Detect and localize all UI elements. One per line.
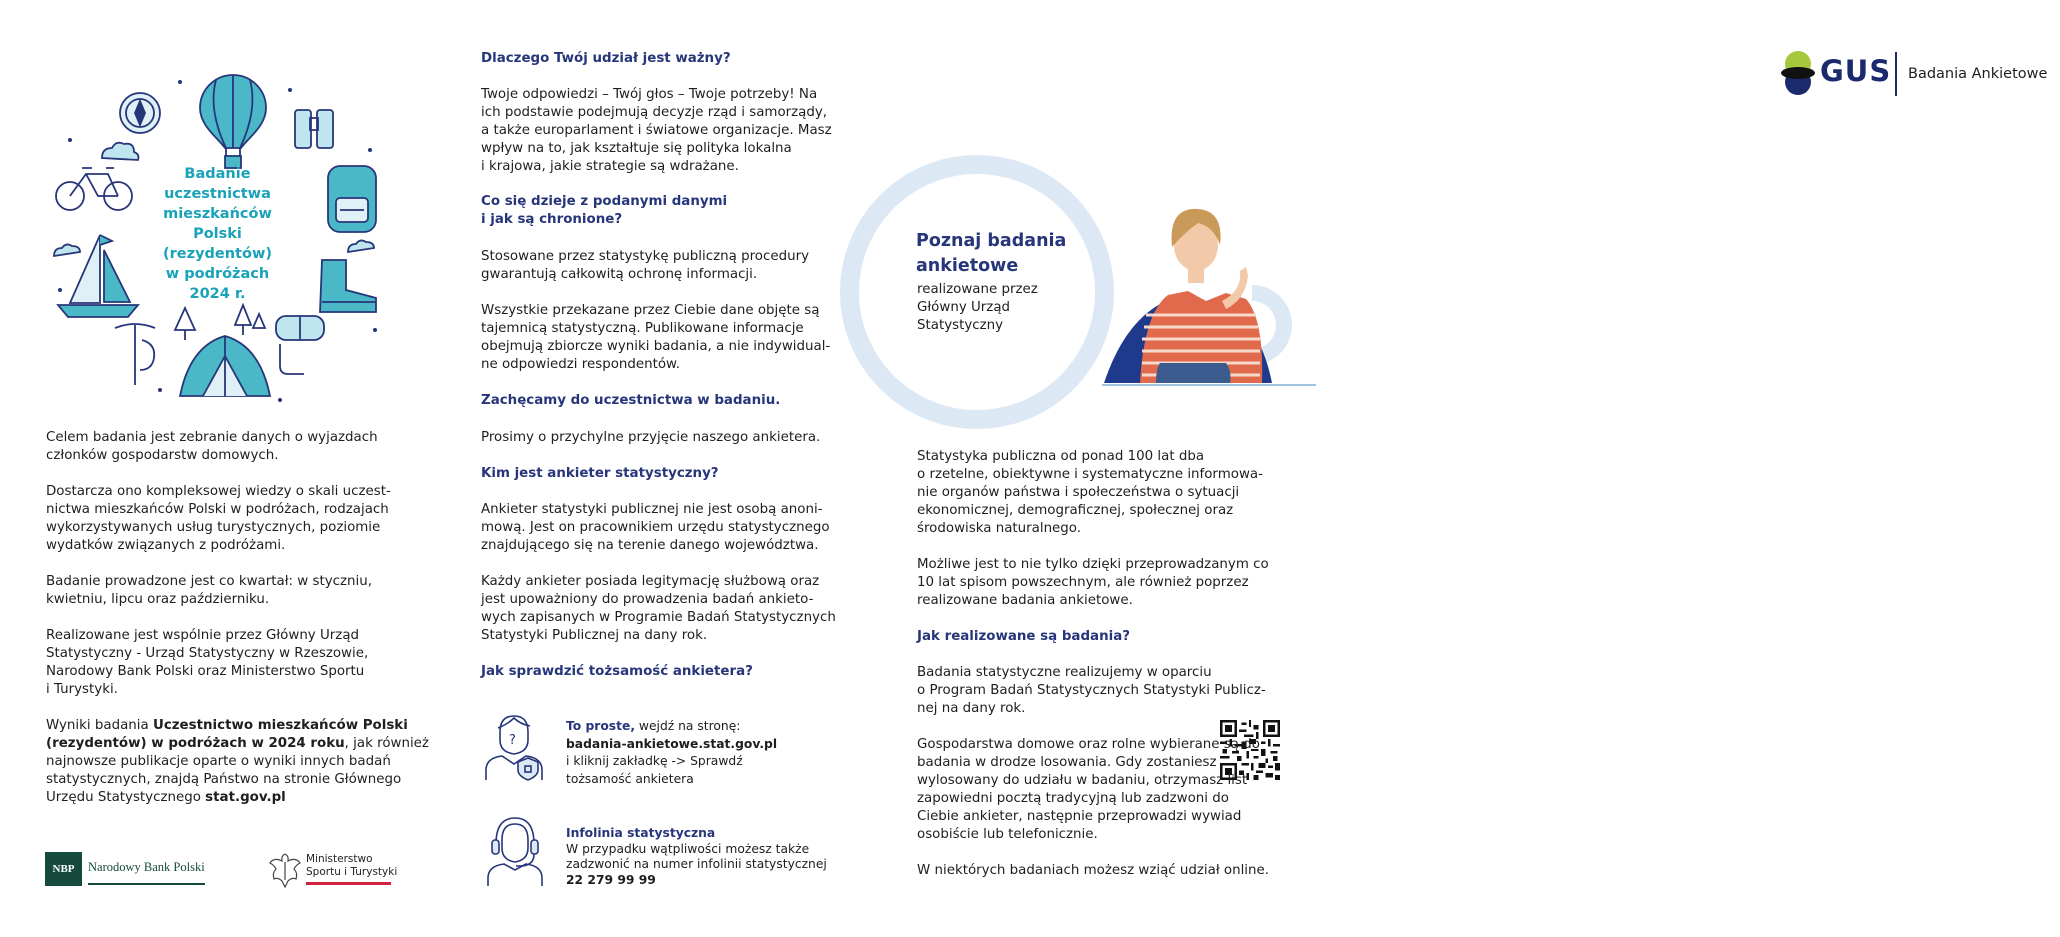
text-line: statystycznych, znajdą Państwo na stronie Głównego xyxy=(46,772,402,787)
text-line: gwarantują całkowitą ochronę informacji. xyxy=(481,267,758,282)
text-line: jest upoważniony do prowadzenia badań ankieto- xyxy=(481,592,814,607)
text-line: realizowane badania ankietowe. xyxy=(917,593,1133,608)
confidentiality-paragraph xyxy=(481,302,830,374)
text-line: ne odpowiedzi respondentów. xyxy=(481,357,681,372)
text-line: kwietniu, lipcu oraz październiku. xyxy=(46,592,270,607)
section-heading: Jak realizowane są badania? xyxy=(917,629,1131,644)
text-line: badania w drodze losowania. Gdy zostaniesz xyxy=(917,755,1217,770)
survey-title-line: 2024 r. xyxy=(189,286,246,302)
text-span: To proste, xyxy=(566,719,636,733)
gus-logo-separator xyxy=(1895,52,1897,96)
text-line: Badania statystyczne realizujemy w oparciu xyxy=(917,665,1212,680)
section-heading: Jak sprawdzić tożsamość ankietera? xyxy=(481,664,753,679)
gus-logo xyxy=(1780,50,2060,100)
pickaxe-icon xyxy=(115,324,155,385)
text-line: nictwa mieszkańców Polski w podróżach, rodzajach xyxy=(46,502,389,517)
tent-icon xyxy=(180,336,270,396)
ministry-name xyxy=(306,853,397,879)
text-span: wejdź na stronę: xyxy=(635,719,741,733)
text-line: o Program Badań Statystycznych Statystyki Publicz- xyxy=(917,683,1266,698)
nbp-logo-mark: NBP xyxy=(45,852,82,886)
woman-pointing-photo xyxy=(1102,205,1316,385)
text-line: wykorzystywanych usług turystycznych, poziomie xyxy=(46,520,381,535)
text-line: Możliwe jest to nie tylko dzięki przeprowadzanym co xyxy=(917,557,1269,572)
text-line: mową. Jest on pracownikiem urzędu statystycznego xyxy=(481,520,830,535)
text-line: Dostarcza ono kompleksowej wiedzy o skali uczest- xyxy=(46,484,391,499)
heading-line: Co się dzieje z podanymi danymi xyxy=(481,194,728,209)
publication-title: Uczestnictwo mieszkańców Polski xyxy=(152,718,408,733)
ministry-red-bar xyxy=(306,882,391,885)
hero-title xyxy=(916,229,1066,279)
stat-gov-link[interactable]: stat.gov.pl xyxy=(205,790,286,805)
text-line: nej na dany rok. xyxy=(917,701,1026,716)
text-line: i kliknij zakładkę -> Sprawdź xyxy=(566,754,743,768)
text-line: Główny Urząd xyxy=(917,300,1011,315)
text-line: Celem badania jest zebranie danych o wyjazdach xyxy=(46,430,378,445)
schedule-paragraph xyxy=(46,573,372,609)
text-line: nie organów państwa i społeczeństwa o sytuacji xyxy=(917,485,1240,500)
text-line xyxy=(46,717,429,735)
protection-paragraph xyxy=(481,248,809,284)
hot-air-balloon-icon xyxy=(200,75,266,168)
hotline-headset-icon xyxy=(484,814,546,888)
text-line: 10 lat spisom powszechnym, ale również poprzez xyxy=(917,575,1249,590)
text-line: Statystyki Publicznej na dany rok. xyxy=(481,628,708,643)
text-span: Urzędu Statystycznego xyxy=(46,790,206,805)
text-line: Statystyczny xyxy=(917,318,1004,333)
compass-icon xyxy=(120,93,160,133)
text-line: Ciebie ankieter, następnie przeprowadzi wywiad xyxy=(917,809,1242,824)
text-line: Twoje odpowiedzi – Twój głos – Twoje potrzeby! Na xyxy=(481,87,818,102)
publication-title: (rezydentów) w podróżach w 2024 roku xyxy=(46,736,345,751)
text-span: , jak również xyxy=(344,736,429,751)
text-line: W niektórych badaniach możesz wziąć udział online. xyxy=(917,863,1270,878)
text-span: Wyniki badania xyxy=(46,718,153,733)
middle-column xyxy=(440,0,870,937)
svg-text:?: ? xyxy=(509,733,516,748)
trees-icon xyxy=(175,305,265,340)
text-line: Ankieter statystyki publicznej nie jest osobą anoni- xyxy=(481,502,823,517)
text-line: a także europarlament i światowe organizacje. Masz xyxy=(481,123,832,138)
text-line: członków gospodarstw domowych. xyxy=(46,448,279,463)
text-line xyxy=(46,789,429,807)
text-line: realizowane przez xyxy=(917,282,1038,297)
survey-website-link[interactable]: badania-ankietowe.stat.gov.pl xyxy=(566,736,778,751)
ministry-name-line: Sportu i Turystyki xyxy=(306,866,398,878)
interviewer-identity-icon xyxy=(480,710,546,782)
text-line xyxy=(566,718,777,736)
text-line: tożsamość ankietera xyxy=(566,771,694,786)
text-line: wylosowany do udziału w badaniu, otrzymasz list xyxy=(917,773,1248,788)
survey-title-line: uczestnictwa xyxy=(164,186,271,202)
section-heading: Zachęcamy do uczestnictwa w badaniu. xyxy=(481,393,781,408)
backpack-icon xyxy=(328,166,376,232)
why-paragraph xyxy=(481,86,832,176)
survey-title xyxy=(150,164,285,304)
heading-line: i jak są chronione? xyxy=(481,212,623,227)
intro-paragraph xyxy=(46,429,378,465)
text-line: obejmują zbiorcze wyniki badania, a nie indywidual- xyxy=(481,339,831,354)
bicycle-icon xyxy=(56,168,132,210)
text-line: wych zapisanych w Programie Badań Statystycznych xyxy=(481,610,836,625)
survey-title-line: Polski xyxy=(193,226,242,242)
hero-title-line: ankietowe xyxy=(916,256,1019,276)
hotline-phone-number[interactable]: 22 279 99 99 xyxy=(566,872,656,887)
hiking-boot-icon xyxy=(320,260,376,312)
statistics-paragraph xyxy=(917,448,1263,538)
sampling-paragraph xyxy=(917,736,1260,844)
gus-logo-subtitle: Badania Ankietowe xyxy=(1908,66,2048,82)
text-line: ekonomicznej, demograficznej, społecznej oraz xyxy=(917,503,1234,518)
section-heading: Kim jest ankieter statystyczny? xyxy=(481,466,719,481)
partners-paragraph xyxy=(46,627,368,699)
text-line: znajdującego się na terenie danego województwa. xyxy=(481,538,819,553)
text-line: Prosimy o przychylne przyjęcie naszego ankietera. xyxy=(481,430,821,445)
text-line: o rzetelne, obiektywne i systematyczne informowa- xyxy=(917,467,1263,482)
census-paragraph xyxy=(917,556,1269,610)
welcome-paragraph xyxy=(481,429,820,447)
eagle-emblem-icon xyxy=(268,850,302,890)
nbp-logo xyxy=(45,852,205,886)
online-paragraph xyxy=(917,862,1269,880)
section-heading xyxy=(481,193,727,229)
text-line: ich podstawie podejmują decyzje rząd i samorządy, xyxy=(481,105,828,120)
hero-subtitle xyxy=(917,281,1038,335)
hotline-title: Infolinia statystyczna xyxy=(566,826,716,840)
ministry-sport-tourism-logo xyxy=(268,850,398,890)
hero-title-line: Poznaj badania xyxy=(916,231,1067,251)
ministry-name-line: Ministerstwo xyxy=(306,853,373,865)
text-line: zapowiedni pocztą tradycyjną lub zadzwoni do xyxy=(917,791,1229,806)
text-line: i Turystyki. xyxy=(46,682,118,697)
text-line: środowiska naturalnego. xyxy=(917,521,1082,536)
gus-logo-text: GUS xyxy=(1820,54,1892,88)
text-line: W przypadku wątpliwości możesz także xyxy=(566,841,810,856)
text-line: osobiście lub telefonicznie. xyxy=(917,827,1098,842)
text-line: i krajowa, jakie strategie są wdrażane. xyxy=(481,159,739,174)
binoculars-icon xyxy=(295,110,333,148)
text-line: Wszystkie przekazane przez Ciebie dane objęte są xyxy=(481,303,820,318)
section-heading: Dlaczego Twój udział jest ważny? xyxy=(481,51,731,66)
gus-logo-mark-icon xyxy=(1780,52,1816,96)
left-column xyxy=(0,0,440,937)
text-line: Każdy ankieter posiada legitymację służbową oraz xyxy=(481,574,820,589)
text-line: wydatków związanych z podróżami. xyxy=(46,538,286,553)
text-line: najnowsze publikacje oparte o wyniki innych badań xyxy=(46,754,391,769)
text-line: Badanie prowadzone jest co kwartał: w styczniu, xyxy=(46,574,372,589)
text-line: zadzwonić na numer infolinii statystycznej xyxy=(566,857,827,871)
identity-check-text xyxy=(566,718,777,788)
text-line: wpływ na to, jak kształtuje się polityka lokalna xyxy=(481,141,792,156)
diving-mask-icon xyxy=(276,316,324,374)
survey-title-line: Badanie xyxy=(184,166,251,182)
text-line: Statystyczny - Urząd Statystyczny w Rzeszowie, xyxy=(46,646,369,661)
text-line: Narodowy Bank Polski oraz Ministerstwo Sportu xyxy=(46,664,365,679)
scope-paragraph xyxy=(46,483,391,555)
program-paragraph xyxy=(917,664,1266,718)
text-line: tajemnicą statystyczną. Publikowane informacje xyxy=(481,321,804,336)
interviewer-paragraph xyxy=(481,501,830,555)
id-card-paragraph xyxy=(481,573,836,645)
survey-title-line: mieszkańców xyxy=(163,206,272,222)
survey-title-line: w podróżach xyxy=(165,266,270,282)
nbp-logo-underline xyxy=(88,883,205,885)
survey-title-line: (rezydentów) xyxy=(163,246,272,262)
nbp-logo-name: Narodowy Bank Polski xyxy=(88,860,205,874)
text-line: Gospodarstwa domowe oraz rolne wybierane są do xyxy=(917,737,1260,752)
text-line: Stosowane przez statystykę publiczną procedury xyxy=(481,249,810,264)
text-line xyxy=(46,735,429,753)
text-line: Realizowane jest wspólnie przez Główny Urząd xyxy=(46,628,360,643)
results-paragraph xyxy=(46,717,429,807)
hotline-text xyxy=(566,826,827,888)
text-line: Statystyka publiczna od ponad 100 lat dba xyxy=(917,449,1205,464)
